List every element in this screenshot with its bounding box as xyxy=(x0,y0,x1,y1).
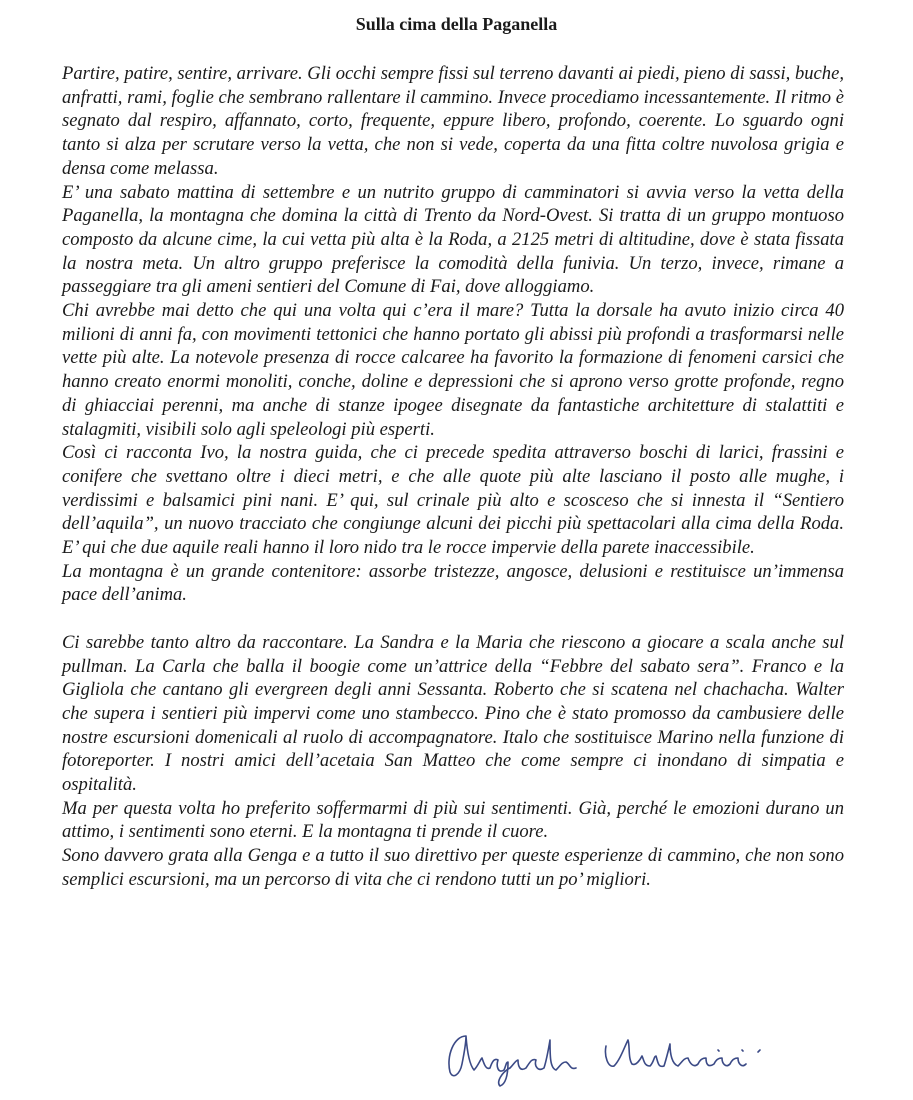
document-title: Sulla cima della Paganella xyxy=(355,14,558,34)
paragraph-companions: Ci sarebbe tanto altro da raccontare. La Sandra e la Maria che riescono a giocare a scala anche sul pullman. La Carla che balla il boogie come un’attrice della “Febbre del sabato sera”. Franco e la Gigliola che cantano gli evergreen degli anni Sessanta. Roberto che si scatena nel chachacha. Walter che supera i sentieri più impervi come uno stambecco. Pino che è stato promosso da cambusiere delle nostre escursioni domenicali al ruolo di accompagnatore. Italo che sostituisce Marino nella funzione di fotoreporter. I nostri amici dell’acetaia San Matteo che come sempre ci inondano di simpatia e ospitalità. xyxy=(62,631,844,796)
document-body xyxy=(62,62,844,892)
paragraph-intro: Partire, patire, sentire, arrivare. Gli occhi sempre fissi sul terreno davanti ai piedi, pieno di sassi, buche, anfratti, rami, foglie che sembrano rallentare il cammino. Invece procediamo incessantemente. Il ritmo è segnato dal respiro, affannato, corto, frequente, eppure libero, profondo, coerente. Lo sguardo ogni tanto si alza per scrutare verso la vetta, che non si vede, coperta da una fitta coltre nuvolosa grigia e densa come melassa. xyxy=(62,63,844,179)
paragraph-guide-ivo: Così ci racconta Ivo, la nostra guida, che ci precede spedita attraverso boschi di larici, frassini e conifere che svettano oltre i dieci metri, e che alle quote più alte lasciano il posto alle mughe, i verdissimi e balsamici pini nani. E’ qui, sul crinale più alto e scosceso che si innesta il “Sentiero dell’aquila”, un nuovo tracciato che congiunge alcuni dei picchi più spettacolari alla cima della Roda. E’ qui che due aquile reali hanno il loro nido tra le rocce impervie della parete inaccessibile. xyxy=(62,442,844,559)
paragraph-gap xyxy=(62,607,844,631)
paragraph-mountain-container: La montagna è un grande contenitore: assorbe tristezze, angosce, delusioni e restituisce un’immensa pace dell’anima. xyxy=(62,560,844,606)
paragraph-gratitude: Sono davvero grata alla Genga e a tutto il suo direttivo per queste esperienze di cammino, che non sono semplici escursioni, ma un percorso di vita che ci rendono tutti un po’ migliori. xyxy=(62,845,844,890)
paragraph-feelings: Ma per questa volta ho preferito soffermarmi di più sui sentimenti. Già, perché le emozioni durano un attimo, i sentimenti sono eterni. E la montagna ti prende il cuore. xyxy=(62,797,844,843)
handwritten-signature xyxy=(436,1022,786,1092)
signature-scribble xyxy=(436,1022,786,1092)
paragraph-saturday-hike: E’ una sabato mattina di settembre e un nutrito gruppo di camminatori si avvia verso la vetta della Paganella, la montagna che domina la città di Trento da Nord-Ovest. Si tratta di un gruppo montuoso composto da alcune cime, la cui vetta più alta è la Roda, a 2125 metri di altitudine, dove è stata fissata la nostra meta. Un altro gruppo preferisce la comodità della funivia. Un terzo, invece, rimane a passeggiare tra gli ameni sentieri del Comune di Fai, dove alloggiamo. xyxy=(62,181,844,298)
paragraph-geology: Chi avrebbe mai detto che qui una volta qui c’era il mare? Tutta la dorsale ha avuto inizio circa 40 milioni di anni fa, con movimenti tettonici che hanno portato gli abissi più profondi a trasformarsi nelle vette più alte. La notevole presenza di rocce calcaree ha favorito la formazione di fenomeni carsici che hanno creato enormi monoliti, conche, doline e depressioni che si aprono verso grotte profonde, regno di ghiacciai perenni, ma anche di stanze ipogee disegnate da fantastiche architetture di stalattiti e stalagmiti, visibili solo agli speleologi più esperti. xyxy=(62,300,844,440)
